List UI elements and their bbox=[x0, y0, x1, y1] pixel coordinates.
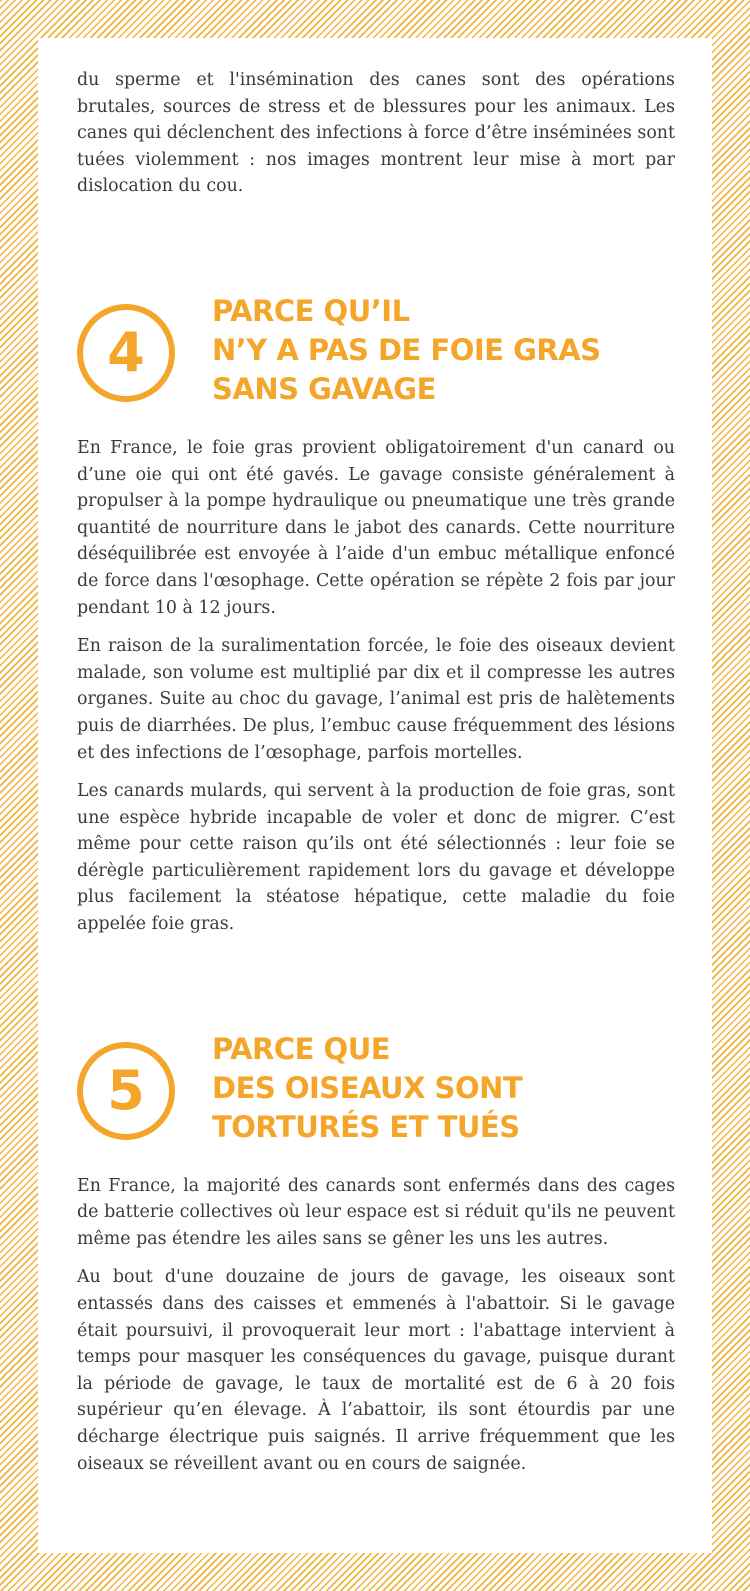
section-4-title-line: PARCE QU’IL bbox=[212, 293, 410, 328]
section-4-paragraph: En France, le foie gras provient obligatoirement d'un canard ou d’une oie qui ont été gavés. Le gavage consiste généralement à propulser à la pompe hydraulique ou pneumatique une très grande quantité de nourriture dans le jabot des canards. Cette nourriture déséquilibrée est envoyée à l’aide d'un embuc métallique enfoncé de force dans l'œsophage. Cette opération se répète 2 fois par jour pendant 10 à 12 jours. bbox=[77, 437, 675, 618]
section-4-title bbox=[212, 292, 601, 409]
section-4-paragraph: En raison de la suralimentation forcée, le foie des oiseaux devient malade, son volume est multiplié par dix et il compresse les autres organes. Suite au choc du gavage, l’animal est pris de halètements puis de diarrhées. De plus, l’embuc cause fréquemment des lésions et des infections de l’œsophage, parfois mortelles. bbox=[77, 636, 675, 763]
section-5-title-line: TORTURÉS ET TUÉS bbox=[212, 1109, 520, 1144]
section-4-title-line: SANS GAVAGE bbox=[212, 371, 436, 406]
section-5-number: 5 bbox=[107, 1059, 145, 1123]
page-content bbox=[77, 67, 675, 1477]
section-5-title bbox=[212, 1030, 522, 1147]
section-4-title-line: N’Y A PAS DE FOIE GRAS bbox=[212, 332, 601, 367]
section-5-paragraph: En France, la majorité des canards sont enfermés dans des cages de batterie collectives où leur espace est si réduit qu'ils ne peuvent même pas étendre les ailes sans se gêner les uns les autres. bbox=[77, 1175, 675, 1249]
section-5-title-line: DES OISEAUX SONT bbox=[212, 1070, 523, 1105]
section-5-paragraph: Au bout d'une douzaine de jours de gavage, les oiseaux sont entassés dans des caisses et emmenés à l'abattoir. Si le gavage était poursuivi, il provoquerait leur mort : l'abattage intervient à temps pour masquer les conséquences du gavage, puisque durant la période de gavage, le taux de mortalité est de 6 à 20 fois supérieur qu’en élevage. À l’abattoir, ils sont étourdis par une décharge électrique puis saignés. Il arrive fréquemment que les oiseaux se réveillent avant ou en cours de saignée. bbox=[77, 1267, 675, 1474]
section-4-header bbox=[77, 292, 675, 409]
section-5-header bbox=[77, 1030, 675, 1147]
section-4-paragraph: Les canards mulards, qui servent à la production de foie gras, sont une espèce hybride incapable de voler et donc de migrer. C’est même pour cette raison qu’ils ont été sélectionnés : leur foie se dérègle particulièrement rapidement lors du gavage et développe plus facilement la stéatose hépatique, cette maladie du foie appelée foie gras. bbox=[77, 781, 675, 935]
intro-paragraph: du sperme et l'insémination des canes sont des opérations brutales, sources de stress et de blessures pour les animaux. Les canes qui déclenchent des infections à force d’être inséminées sont tuées violemment : nos images montrent leur mise à mort par dislocation du cou. bbox=[77, 70, 675, 197]
page-panel bbox=[38, 38, 712, 1553]
section-5-number-badge bbox=[77, 1042, 175, 1140]
section-4-number: 4 bbox=[107, 321, 145, 385]
section-5-title-line: PARCE QUE bbox=[212, 1031, 391, 1066]
section-4-number-badge bbox=[77, 304, 175, 402]
